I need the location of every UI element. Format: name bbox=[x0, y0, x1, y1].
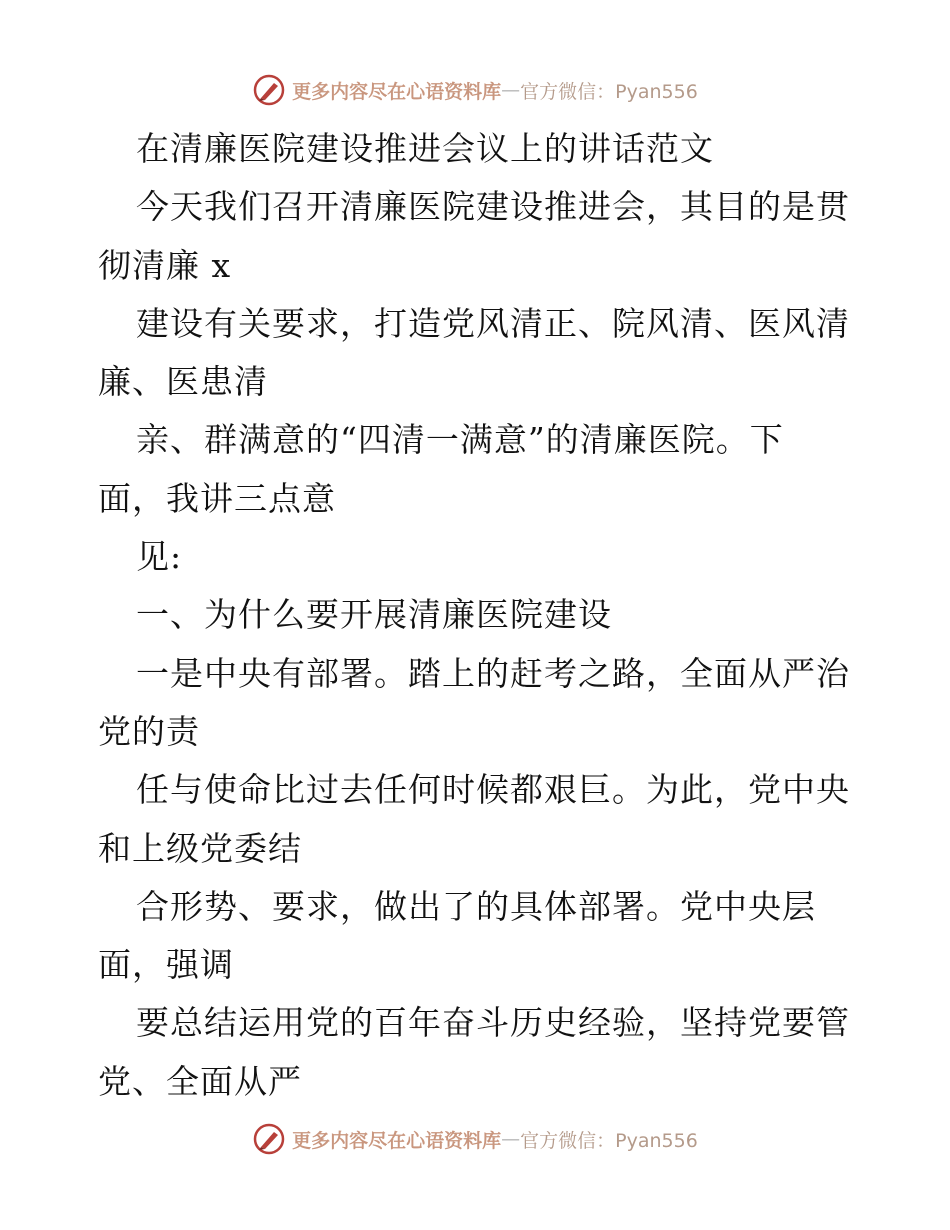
header-wechat-text: 官方微信：Pyan556 bbox=[520, 80, 698, 103]
text-line: 亲、群满意的“四清一满意”的清廉医院。下 bbox=[136, 420, 784, 460]
text-line: 党、全面从严 bbox=[98, 1061, 302, 1101]
text-line: 要总结运用党的百年奋斗历史经验，坚持党要管 bbox=[136, 1003, 850, 1043]
text-line: 廉、医患清 bbox=[98, 362, 268, 402]
text-line: 建设有关要求，打造党风清正、院风清、医风清 bbox=[136, 303, 850, 343]
footer-banner bbox=[0, 1119, 950, 1159]
footer-separator: — bbox=[501, 1128, 521, 1150]
text-line: 任与使命比过去任何时候都艰巨。为此，党中央 bbox=[136, 770, 850, 810]
text-line: 和上级党委结 bbox=[98, 828, 302, 868]
pen-logo-icon bbox=[252, 1122, 286, 1156]
header-separator: — bbox=[501, 79, 521, 101]
document-body bbox=[98, 120, 858, 1111]
header-banner bbox=[0, 70, 950, 110]
pen-logo-icon bbox=[252, 73, 286, 107]
text-line: 合形势、要求，做出了的具体部署。党中央层 bbox=[136, 886, 816, 926]
footer-brand-text: 更多内容尽在心语资料库 bbox=[292, 1129, 502, 1152]
header-brand-text: 更多内容尽在心语资料库 bbox=[292, 80, 502, 103]
text-line: 见: bbox=[136, 537, 183, 577]
document-title: 在清廉医院建设推进会议上的讲话范文 bbox=[136, 129, 714, 168]
text-line: 一是中央有部署。踏上的赶考之路，全面从严治 bbox=[136, 653, 850, 693]
text-line: 面，我讲三点意 bbox=[98, 478, 336, 518]
text-line: 党的责 bbox=[98, 711, 200, 751]
text-line: 一、为什么要开展清廉医院建设 bbox=[136, 595, 612, 635]
text-line: 面，强调 bbox=[98, 945, 234, 985]
footer-wechat-text: 官方微信：Pyan556 bbox=[520, 1129, 698, 1152]
text-line: 彻清廉 x bbox=[98, 245, 232, 285]
text-line: 今天我们召开清廉医院建设推进会，其目的是贯 bbox=[136, 187, 850, 227]
